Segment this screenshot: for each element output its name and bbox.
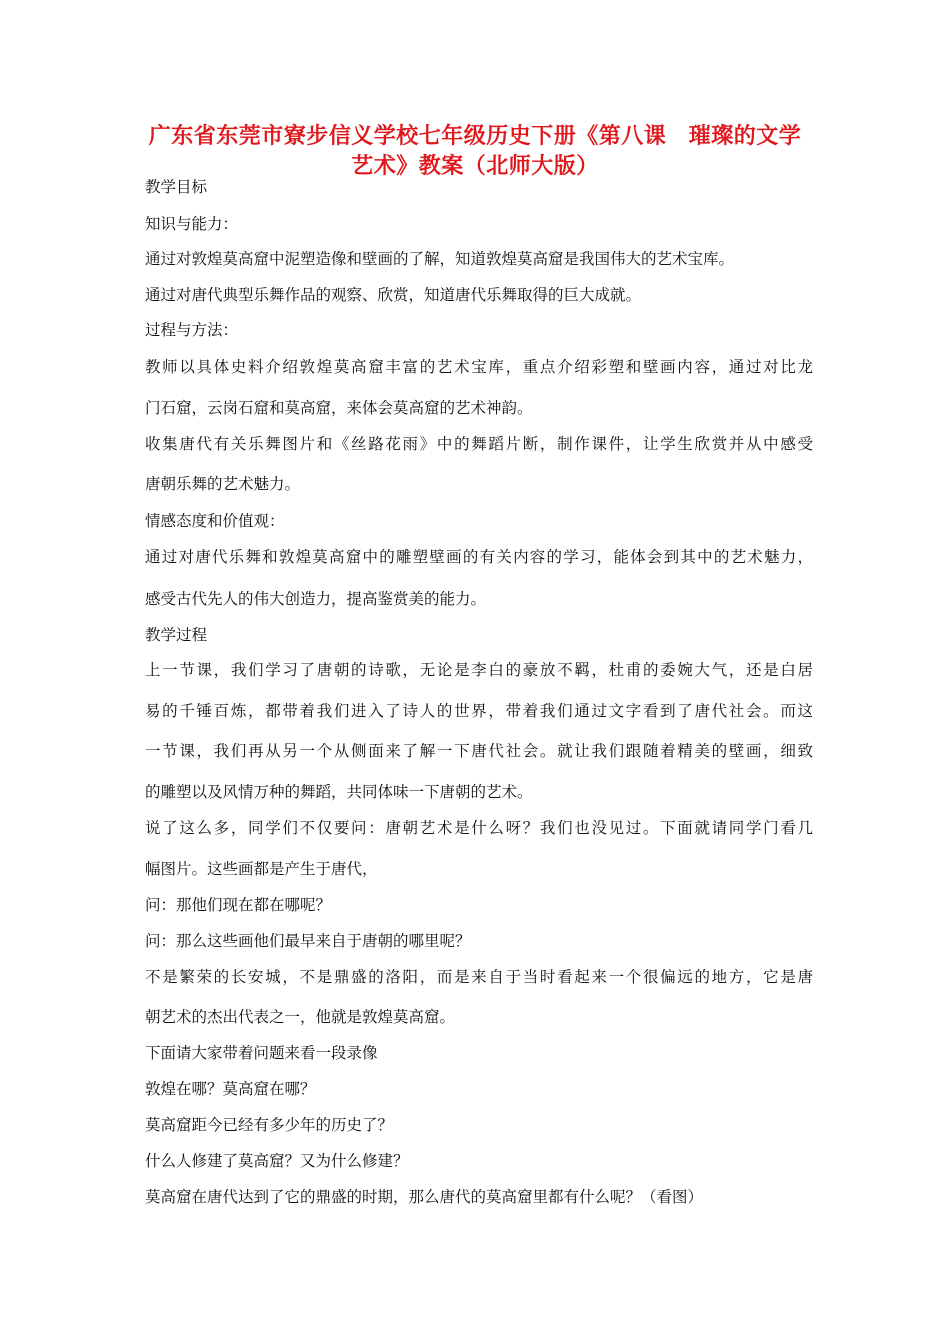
- subheading-knowledge-ability: 知识与能力：: [145, 215, 239, 233]
- paragraph-line: 幅图片。这些画都是产生于唐代，: [145, 860, 378, 878]
- paragraph-line: 一节课，我们再从另一个从侧面来了解一下唐代社会。就让我们跟随着精美的壁画，细致: [145, 742, 813, 760]
- paragraph-line: 通过对唐代乐舞和敦煌莫高窟中的雕塑壁画的有关内容的学习，能体会到其中的艺术魅力，: [145, 548, 813, 566]
- document-title-line-1: 广东省东莞市寮步信义学校七年级历史下册《第八课 璀璨的文学: [148, 123, 802, 149]
- question-line: 问：那他们现在都在哪呢？: [145, 896, 332, 914]
- paragraph-line: 收集唐代有关乐舞图片和《丝路花雨》中的舞蹈片断，制作课件，让学生欣赏并从中感受: [145, 435, 813, 453]
- paragraph-line: 通过对敦煌莫高窟中泥塑造像和壁画的了解，知道敦煌莫高窟是我国伟大的艺术宝库。: [145, 250, 735, 268]
- subheading-emotion-values: 情感态度和价值观：: [145, 512, 285, 530]
- document-title-line-2: 艺术》教案（北师大版）: [351, 153, 599, 179]
- paragraph-line: 的雕塑以及风情万种的舞蹈，共同体味一下唐朝的艺术。: [145, 783, 533, 801]
- question-line: 敦煌在哪？莫高窟在哪？: [145, 1080, 316, 1098]
- paragraph-line: 唐朝乐舞的艺术魅力。: [145, 475, 301, 493]
- section-heading-teaching-goals: 教学目标: [145, 178, 208, 196]
- paragraph-line: 下面请大家带着问题来看一段录像: [145, 1044, 378, 1062]
- question-line: 莫高窟距今已经有多少年的历史了？: [145, 1116, 394, 1134]
- paragraph-line: 莫高窟在唐代达到了它的鼎盛的时期，那么唐代的莫高窟里都有什么呢？（看图）: [145, 1188, 704, 1206]
- paragraph-line: 门石窟，云岗石窟和莫高窟，来体会莫高窟的艺术神韵。: [145, 399, 533, 417]
- paragraph-line: 朝艺术的杰出代表之一，他就是敦煌莫高窟。: [145, 1008, 456, 1026]
- paragraph-line: 上一节课，我们学习了唐朝的诗歌，无论是李白的豪放不羁，杜甫的委婉大气，还是白居: [145, 661, 813, 679]
- paragraph-line: 感受古代先人的伟大创造力，提高鉴赏美的能力。: [145, 590, 487, 608]
- section-heading-teaching-process: 教学过程: [145, 626, 208, 644]
- paragraph-line: 说了这么多，同学们不仅要问：唐朝艺术是什么呀？我们也没见过。下面就请同学门看几: [145, 819, 813, 837]
- subheading-process-method: 过程与方法：: [145, 321, 239, 339]
- question-line: 什么人修建了莫高窟？又为什么修建？: [145, 1152, 409, 1170]
- paragraph-line: 不是繁荣的长安城，不是鼎盛的洛阳，而是来自于当时看起来一个很偏远的地方，它是唐: [145, 968, 813, 986]
- paragraph-line: 易的千锤百炼，都带着我们进入了诗人的世界，带着我们通过文字看到了唐代社会。而这: [145, 702, 813, 720]
- paragraph-line: 通过对唐代典型乐舞作品的观察、欣赏，知道唐代乐舞取得的巨大成就。: [145, 286, 642, 304]
- question-line: 问：那么这些画他们最早来自于唐朝的哪里呢？: [145, 932, 471, 950]
- paragraph-line: 教师以具体史料介绍敦煌莫高窟丰富的艺术宝库，重点介绍彩塑和壁画内容，通过对比龙: [145, 358, 813, 376]
